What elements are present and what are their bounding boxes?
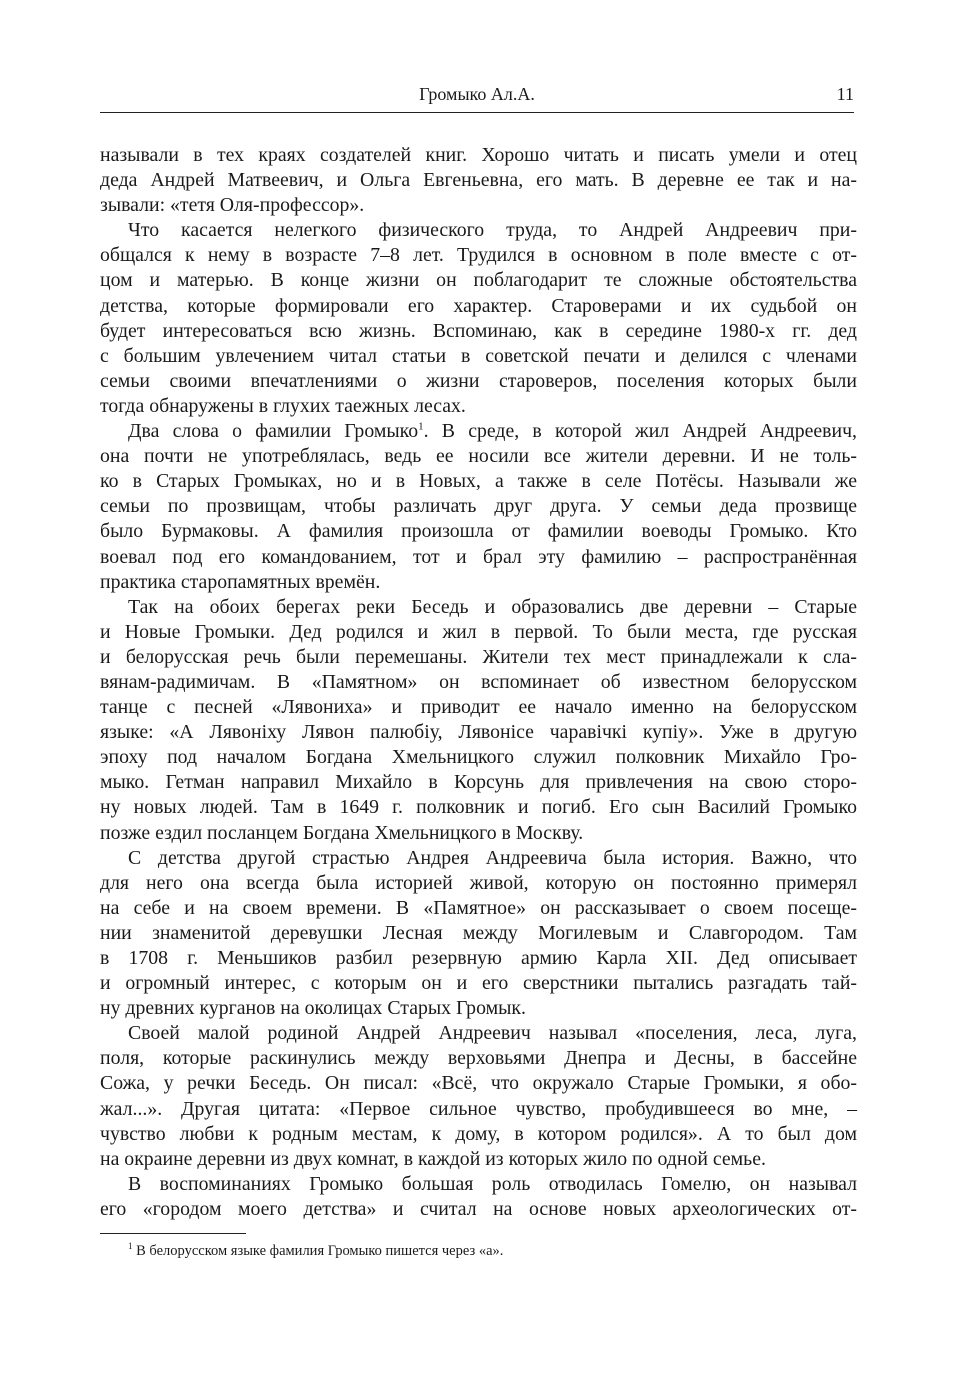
text-line: танце с песней «Лявониха» и приводит ее начало именно на белорусском <box>100 696 857 719</box>
text-line: зывали: «тетя Оля-профессор». <box>100 194 365 217</box>
text-line: нии знаменитой деревушки Лесная между Могилевым и Славгородом. Там <box>100 921 857 944</box>
text-line: языке: «А Лявоніху Лявон палюбіу, Лявонісе чаравічкі купіу». Уже в другую <box>100 721 857 744</box>
text-line: С детства другой страстью Андрея Андреевича была история. Важно, что <box>128 846 857 869</box>
text-fragment: . В среде, в которой жил Андрей Андреевич, <box>423 420 857 443</box>
text-line <box>100 419 857 444</box>
paragraph <box>100 1021 857 1172</box>
text-line: жал...». Другая цитата: «Первое сильное чувство, пробудившееся во мне, – <box>100 1097 857 1120</box>
text-line: и Новые Громыки. Дед родился и жил в первой. То были места, где русская <box>100 620 857 643</box>
text-line: Так на обоих берегах реки Беседь и образовались две деревни – Старые <box>128 595 857 618</box>
paragraph <box>100 419 857 595</box>
text-line: она почти не употреблялась, ведь ее носили все жители деревни. И не толь- <box>100 445 857 468</box>
text-line: семьи своими впечатлениями о жизни староверов, поселения которых были <box>100 369 857 392</box>
text-line: Что касается нелегкого физического труда, то Андрей Андреевич при- <box>128 219 857 242</box>
footnote-mark: 1 <box>128 1241 133 1252</box>
paragraph <box>100 218 857 419</box>
paragraph <box>100 846 857 1022</box>
text-line: вянам-радимичам. В «Памятном» он вспоминает об известном белорусском <box>100 670 857 693</box>
text-line: семьи по прозвищам, чтобы различать друг друга. У семьи деда прозвище <box>100 495 857 518</box>
text-line: для него она всегда была историей живой, которую он постоянно примерял <box>100 871 857 894</box>
text-line: и белорусская речь были перемешаны. Жители тех мест принадлежали к сла- <box>100 645 857 668</box>
text-line: будет интересоваться всю жизнь. Вспоминаю, как в середине 1980-х гг. дед <box>100 319 857 342</box>
text-line: называли в тех краях создателей книг. Хорошо читать и писать умели и отец <box>100 144 857 166</box>
page-number: 11 <box>836 84 854 104</box>
text-line: было Бурмаковы. А фамилия произошла от фамилии воеводы Громыко. Кто <box>100 520 857 543</box>
text-line: поля, которые раскинулись между верховьями Днепра и Десны, в бассейне <box>100 1047 857 1070</box>
text-line: Своей малой родиной Андрей Андреевич называл «поселения, леса, луга, <box>128 1022 857 1045</box>
text-line: воевал под его командованием, тот и брал эту фамилию – распространённая <box>100 545 857 568</box>
text-line: В воспоминаниях Громыко большая роль отводилась Гомелю, он называл <box>128 1172 857 1195</box>
text-line: ну новых людей. Там в 1649 г. полковник и погиб. Его сын Василий Громыко <box>100 796 857 819</box>
text-line: практика старопамятных времён. <box>100 570 381 593</box>
text-line: Сожа, у речки Беседь. Он писал: «Всё, что окружало Старые Громыки, я обо- <box>100 1072 857 1095</box>
text-line: на себе и на своем времени. В «Памятное» он рассказывает о своем посеще- <box>100 896 857 919</box>
footnote-rule <box>100 1233 246 1234</box>
text-line: эпоху под началом Богдана Хмельницкого служил полковник Михайло Гро- <box>100 746 857 769</box>
text-line: ко в Старых Громыках, но и в Новых, а также в селе Потёсы. Называли же <box>100 470 857 493</box>
text-line: чувство любви к родным местам, к дому, в котором родился». А то был дом <box>100 1122 857 1145</box>
text-line: с большим увлечением читал статьи в советской печати и делился с членами <box>100 344 857 367</box>
text-line: детства, которые формировали его характер. Староверами и их судьбой он <box>100 294 857 317</box>
text-line: его «городом моего детства» и считал на основе новых археологических от- <box>100 1197 857 1220</box>
footnote <box>128 1243 503 1260</box>
text-line: ну древних курганов на околицах Старых Громык. <box>100 997 526 1020</box>
text-line: общался к нему в возрасте 7–8 лет. Трудился в основном в поле вместе с от- <box>100 244 857 267</box>
paragraph <box>100 595 857 846</box>
text-line: деда Андрей Матвеевич, и Ольга Евгеньевна, его мать. В деревне ее так и на- <box>100 169 857 192</box>
text-line: и огромный интерес, с которым он и его сверстники пытались разгадать тай- <box>100 972 857 995</box>
text-fragment: Два слова о фамилии Громыко <box>128 420 419 443</box>
body-text <box>100 143 857 1222</box>
text-line: цом и матерью. В конце жизни он поблагодарит те сложные обстоятельства <box>100 269 857 292</box>
text-line: на окраине деревни из двух комнат, в каждой из которых жило по одной семье. <box>100 1147 766 1170</box>
footnote-text: В белорусском языке фамилия Громыко пишется через «а». <box>132 1243 504 1259</box>
text-line: тогда обнаружены в глухих таежных лесах. <box>100 394 466 417</box>
running-header <box>100 84 854 113</box>
paragraph <box>100 1172 857 1222</box>
running-title: Громыко Ал.А. <box>419 84 535 104</box>
paragraph <box>100 143 857 218</box>
footnote-reference: 1 <box>418 420 424 433</box>
text-line: в 1708 г. Меньшиков разбил резервную армию Карла XII. Дед описывает <box>100 947 857 969</box>
text-line: позже ездил посланцем Богдана Хмельницкого в Москву. <box>100 821 584 844</box>
text-line: мыко. Гетман направил Михайло в Корсунь для привлечения на свою сторо- <box>100 771 857 794</box>
